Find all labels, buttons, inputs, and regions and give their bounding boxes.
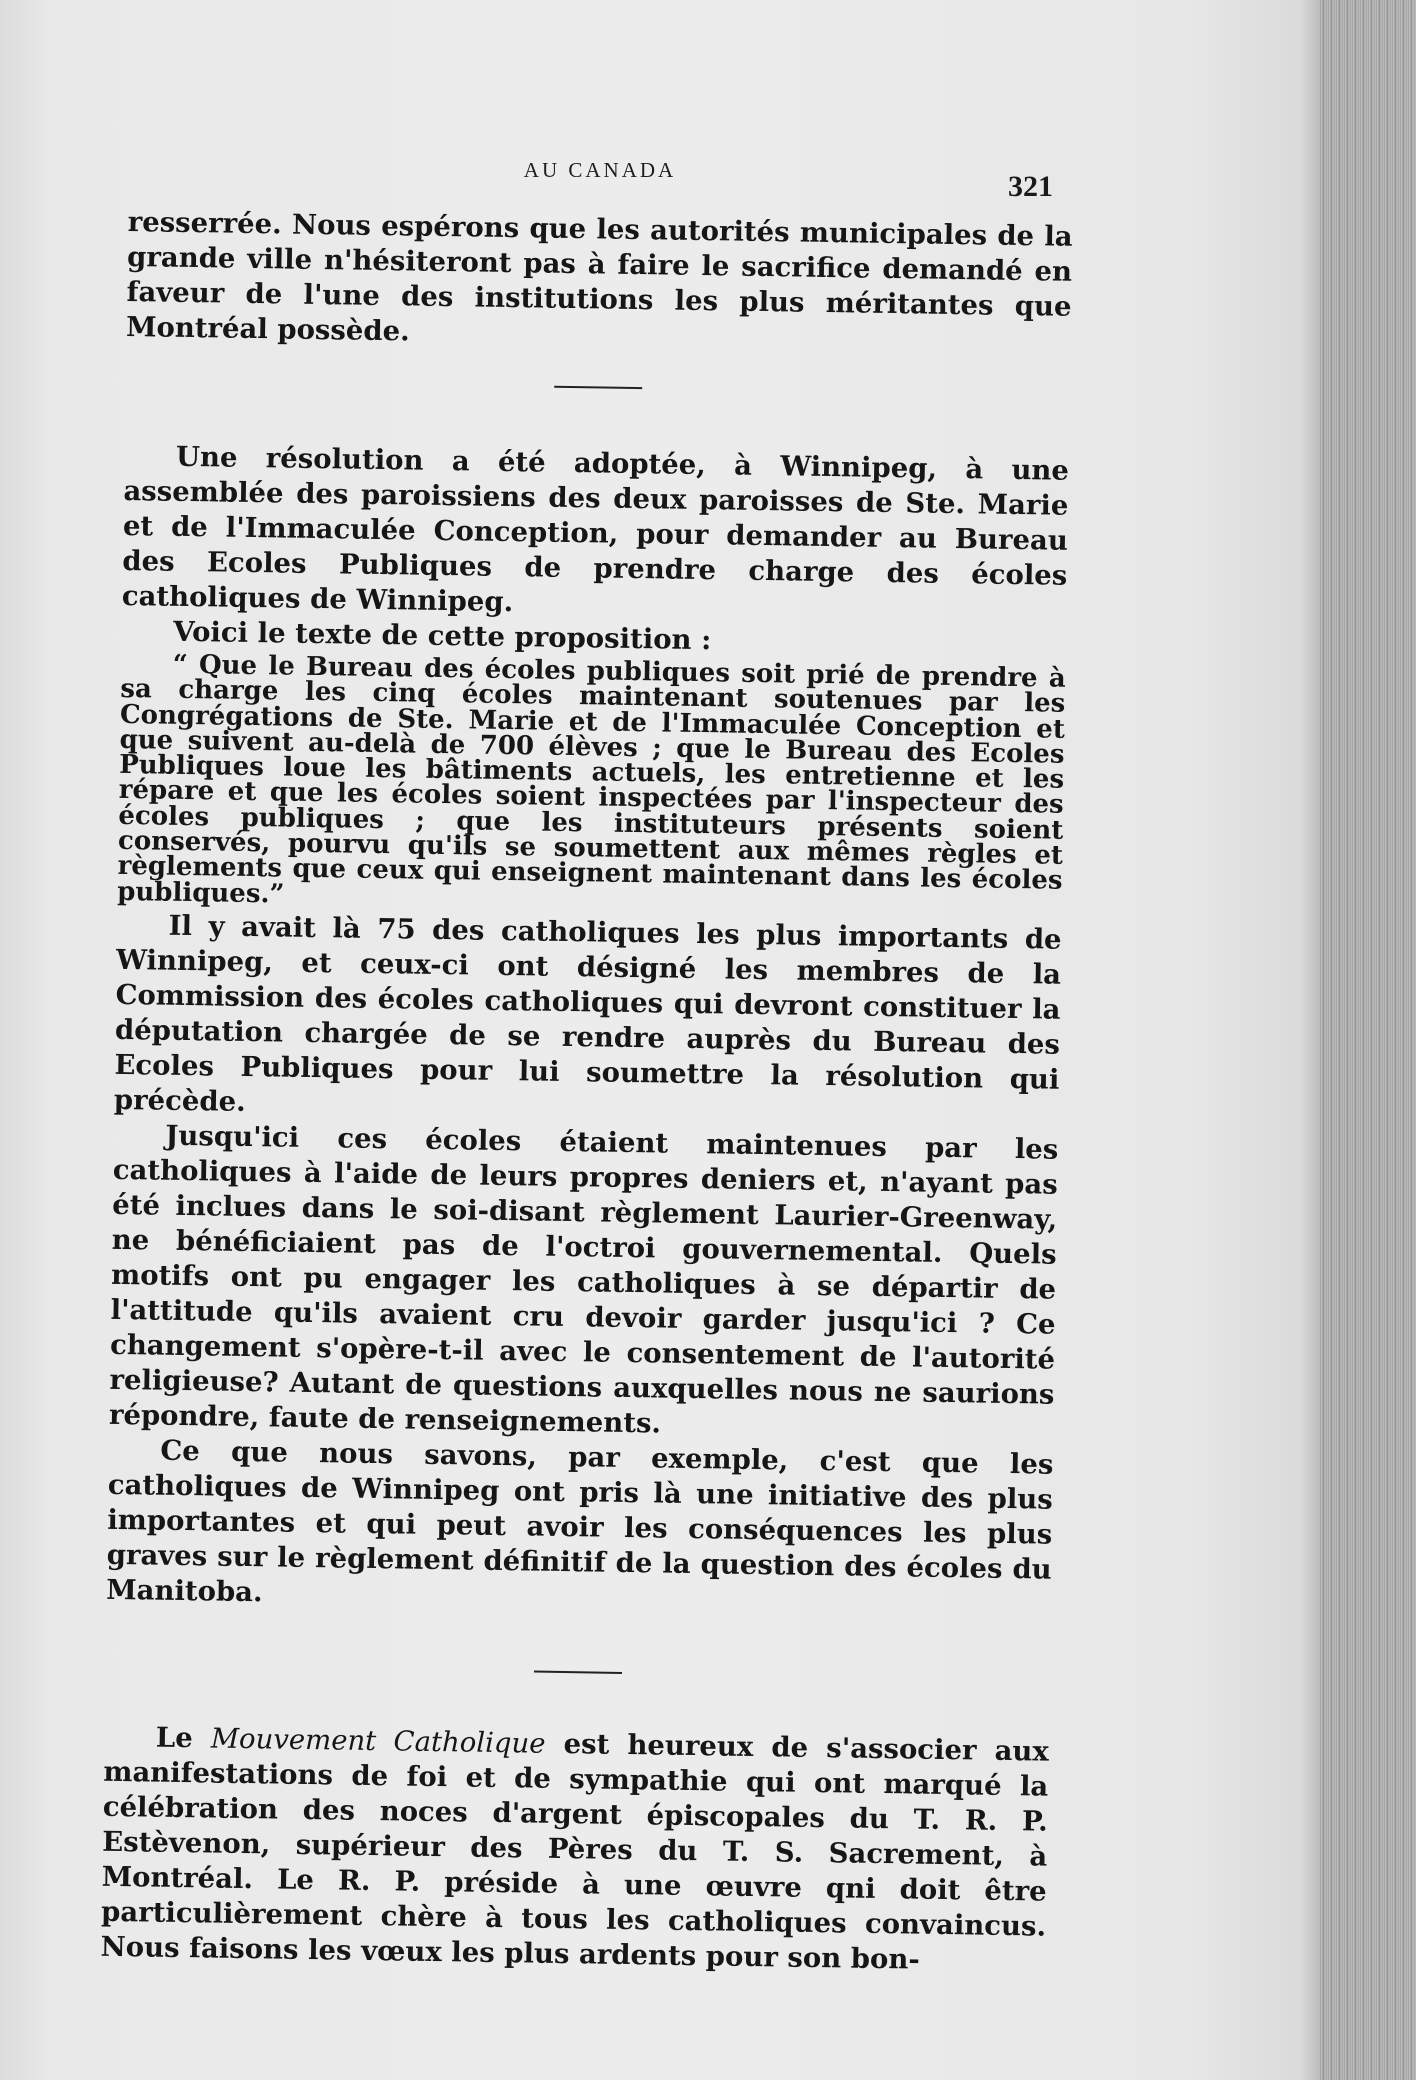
paragraph-rest: est heureux de s'associer aux manifestations de foi et de sympathie qui ont marqué la célébration des noces d'argent épiscopales du T. R. P. Estèvenon, supérieur des Pères du T. S. Sacrement, à Montréal. Le R. P. préside à une œuvre qni doit être particulièrement chère à tous les catholiques convaincus. Nous faisons les vœux les plus ardents pour son bon- [100, 1728, 1050, 1976]
article-body [100, 205, 1073, 1980]
publication-title: Mouvement Catholique [210, 1722, 546, 1760]
paragraph-intro-quote: Voici le texte de cette proposition : [173, 615, 712, 657]
paragraph-attendees: Il y avait là 75 des catholiques les plus importants de Winnipeg, et ceux-ci ont désigné les membres de la Commission des écoles catholiques qui devront constituer la députation chargée de se rendre auprès du Bureau des Ecoles Publiques pour lui soumettre la résolution qui précède. [113, 909, 1062, 1118]
paragraph-anniversary [100, 1720, 1049, 1980]
paragraph-resolution: Une résolution a été adoptée, à Winnipeg, à une assemblée des paroissiens des deux paroisses de Ste. Marie et de l'Immaculée Conception, pour demander au Bureau des Ecoles Publiques de prendre charge des écoles catholiques de Winnipeg. [121, 440, 1070, 619]
paragraph-lead: Le [155, 1721, 194, 1755]
section-divider [533, 1671, 621, 1674]
book-page-edges [1320, 0, 1416, 2080]
block-quote: “ Que le Bureau des écoles publiques soit prié de prendre à sa charge les cinq écoles maintenant soutenues par les Congrégations de Ste. Marie et de l'Immaculée Conception et que suivent au-delà de 700 élèves ; que le Bureau des Ecoles Publiques loue les bâtiments actuels, les entretienne et les répare et que les écoles soient inspectées par l'inspecteur des écoles publiques ; que les instituteurs présents soient conservés, pourvu qu'ils se soumettent aux mêmes règles et règlements que ceux qui enseignent maintenant dans les écoles publiques.” [116, 649, 1066, 910]
page-number: 321 [1008, 170, 1053, 203]
paragraph-consequences: Ce que nous savons, par exemple, c'est que les catholiques de Winnipeg ont pris là une initiative des plus importantes et qui peut avoir les conséquences les plus graves sur le règlement définitif de la question des écoles du Manitoba. [105, 1434, 1054, 1609]
paragraph-questions: Jusqu'ici ces écoles étaient maintenues par les catholiques à l'aide de leurs propres deniers et, n'ayant pas été inclues dans le soi-disant règlement Laurier-Greenway, ne bénéficiaient pas de l'octroi gouvernemental. Quels motifs ont pu engager les catholiques à se départir de l'attitude qu'ils avaient cru devoir garder jusqu'ici ? Ce changement s'opère-t-il avec le consentement de l'autorité religieuse? Autant de questions auxquelles nous ne saurions répondre, faute de renseignements. [108, 1119, 1059, 1440]
paragraph-continuation: resserrée. Nous espérons que les autorités municipales de la grande ville n'hésiteront pas à faire le sacrifice demandé en faveur de l'une des institutions les plus méritantes que Montréal possède. [125, 205, 1073, 348]
section-divider [554, 386, 642, 389]
running-head: AU CANADA [523, 158, 677, 182]
